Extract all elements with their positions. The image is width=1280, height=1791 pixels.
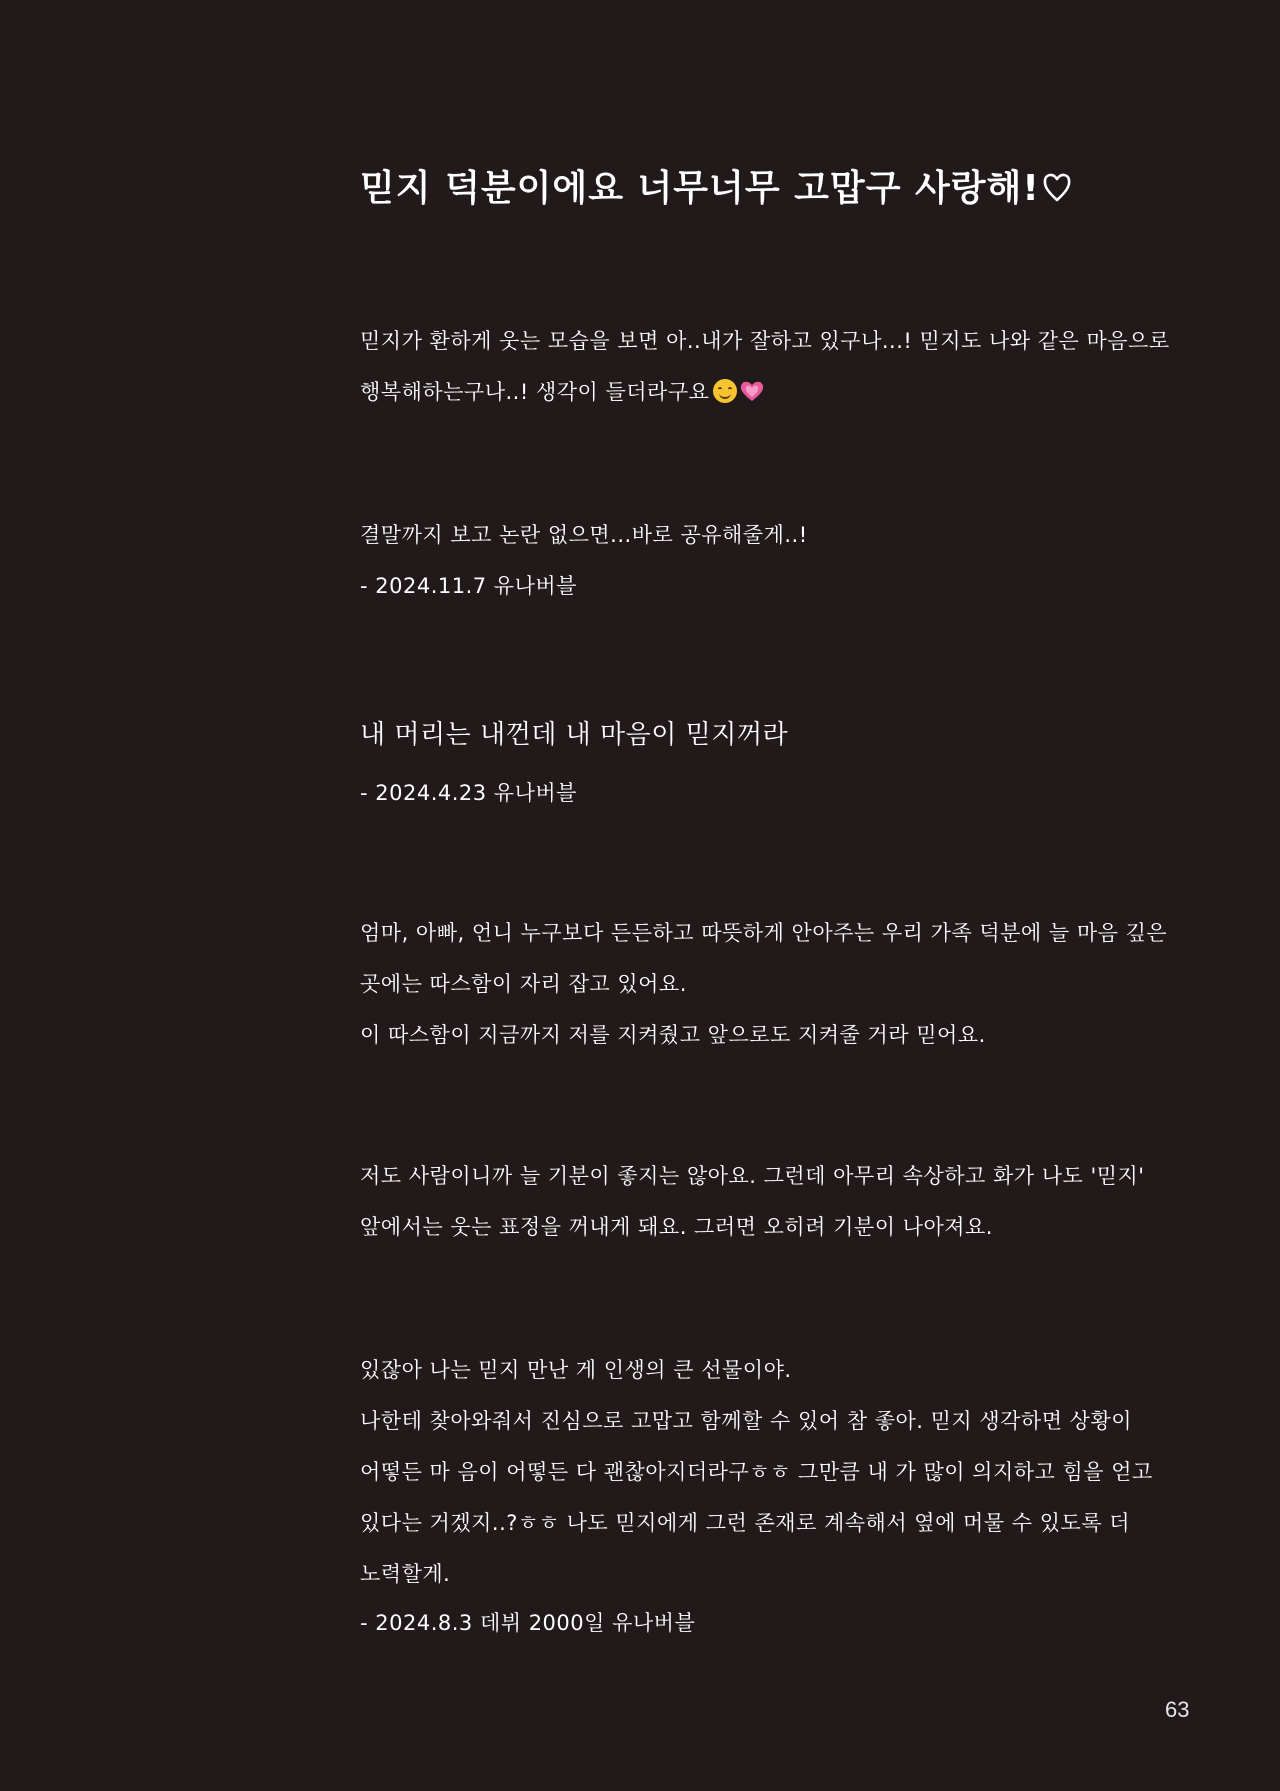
- page-title-text: 믿지 덕분이에요 너무너무 고맙구 사랑해!: [360, 168, 1040, 209]
- paragraph-line: 있잖아 나는 믿지 만난 게 인생의 큰 선물이야.: [360, 1358, 792, 1382]
- signature-line: - 2024.8.3 데뷔 2000일 유나버블: [360, 1611, 696, 1635]
- smiling-face-icon: [713, 379, 737, 403]
- signature-line: - 2024.4.23 유나버블: [360, 781, 577, 805]
- paragraph-line: 이 따스함이 지금까지 저를 지켜줬고 앞으로도 지켜줄 거라 믿어요.: [360, 1023, 986, 1047]
- page-number: 63: [1165, 1697, 1190, 1722]
- signature-line: - 2024.11.7 유나버블: [360, 574, 577, 598]
- page-title: [360, 160, 1072, 211]
- quote-heading: 내 머리는 내껀데 내 마음이 믿지꺼라: [360, 720, 789, 750]
- sparkling-heart-icon: [739, 379, 765, 408]
- paragraph-line: 엄마, 아빠, 언니 누구보다 든든하고 따뜻하게 안아주는 우리 가족 덕분에 늘 마음 깊은: [360, 921, 1168, 945]
- heart-outline-icon: [1042, 168, 1072, 209]
- paragraph-line: 믿지가 환하게 웃는 모습을 보면 아..내가 잘하고 있구나...! 믿지도 나와 같은 마음으로: [360, 329, 1170, 353]
- paragraph-line: 어떻든 마 음이 어떻든 다 괜찮아지더라구ㅎㅎ 그만큼 내 가 많이 의지하고 힘을 얻고: [360, 1460, 1153, 1484]
- paragraph-line: 나한테 찾아와줘서 진심으로 고맙고 함께할 수 있어 참 좋아. 믿지 생각하면 상황이: [360, 1409, 1133, 1433]
- paragraph-line: 있다는 거겠지..?ㅎㅎ 나도 믿지에게 그런 존재로 계속해서 옆에 머물 수 있도록 더: [360, 1511, 1131, 1535]
- paragraph-line: 곳에는 따스함이 자리 잡고 있어요.: [360, 972, 687, 996]
- paragraph-line: 저도 사람이니까 늘 기분이 좋지는 않아요. 그런데 아무리 속상하고 화가 나도 '믿지': [360, 1164, 1145, 1188]
- paragraph-line: [360, 376, 765, 408]
- paragraph-line: 앞에서는 웃는 표정을 꺼내게 돼요. 그러면 오히려 기분이 나아져요.: [360, 1215, 993, 1239]
- paragraph-line: 노력할게.: [360, 1562, 451, 1586]
- paragraph-line: 결말까지 보고 논란 없으면...바로 공유해줄게..!: [360, 523, 808, 547]
- paragraph-line-text: 행복해하는구나..! 생각이 들더라구요: [360, 380, 710, 404]
